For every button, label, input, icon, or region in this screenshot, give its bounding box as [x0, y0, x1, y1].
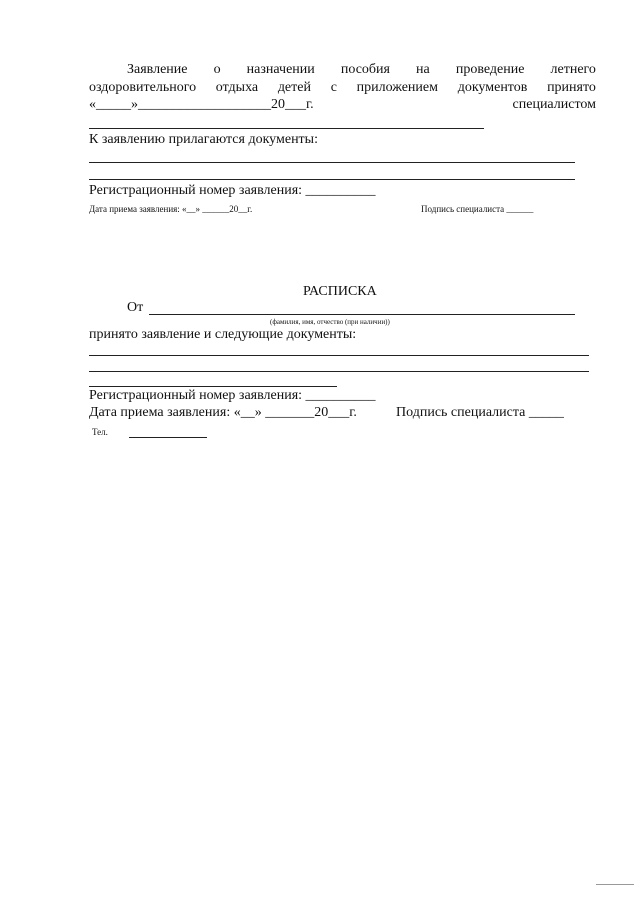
- attached-documents-line: [89, 179, 575, 180]
- attached-documents-label: К заявлению прилагаются документы:: [89, 132, 318, 147]
- statement-word: документов: [457, 80, 528, 95]
- statement-word: оздоровительного: [89, 80, 197, 95]
- attached-documents-line: [89, 162, 575, 163]
- receipt-reg-number: Регистрационный номер заявления: __________: [89, 388, 376, 403]
- statement-word: на: [416, 62, 430, 77]
- statement-word: отдыха: [215, 80, 259, 95]
- statement-reg-number: Регистрационный номер заявления: __________: [89, 183, 376, 198]
- statement-word: назначении: [246, 62, 315, 77]
- statement-signature: Подпись специалиста ______: [421, 204, 534, 214]
- statement-word: детей: [277, 80, 311, 95]
- receipt-from-line: [149, 314, 575, 315]
- statement-line-1: [127, 62, 596, 78]
- receipt-title: РАСПИСКА: [303, 284, 377, 299]
- receipt-from-label: От: [127, 300, 144, 315]
- specialist-name-line: [89, 128, 484, 129]
- receipt-phone-line: [129, 437, 207, 438]
- statement-word: Заявление: [127, 62, 188, 77]
- receipt-date-received: Дата приема заявления: «__» _______20___г.: [89, 405, 357, 420]
- receipt-phone-label: Тел.: [92, 427, 108, 437]
- receipt-documents-line: [89, 371, 589, 372]
- page-edge-mark: [596, 884, 634, 885]
- statement-line-2: [89, 80, 596, 96]
- statement-word: пособия: [340, 62, 390, 77]
- statement-word: летнего: [550, 62, 596, 77]
- statement-date-received: Дата приема заявления: «__» ______20__г.: [89, 204, 253, 214]
- receipt-documents-line: [89, 355, 589, 356]
- statement-word: приложением: [356, 80, 438, 95]
- statement-date-line: «_____»___________________20___г.: [89, 97, 314, 112]
- statement-word: о: [213, 62, 221, 77]
- receipt-from-hint: (фамилия, имя, отчество (при наличии)): [270, 318, 390, 326]
- receipt-signature: Подпись специалиста _____: [396, 405, 564, 420]
- receipt-accepted-label: принято заявление и следующие документы:: [89, 327, 357, 342]
- statement-word: с: [330, 80, 337, 95]
- receipt-documents-line: [89, 386, 337, 387]
- statement-specialist-word: специалистом: [512, 97, 596, 112]
- statement-word: проведение: [455, 62, 525, 77]
- statement-word: принято: [547, 80, 596, 95]
